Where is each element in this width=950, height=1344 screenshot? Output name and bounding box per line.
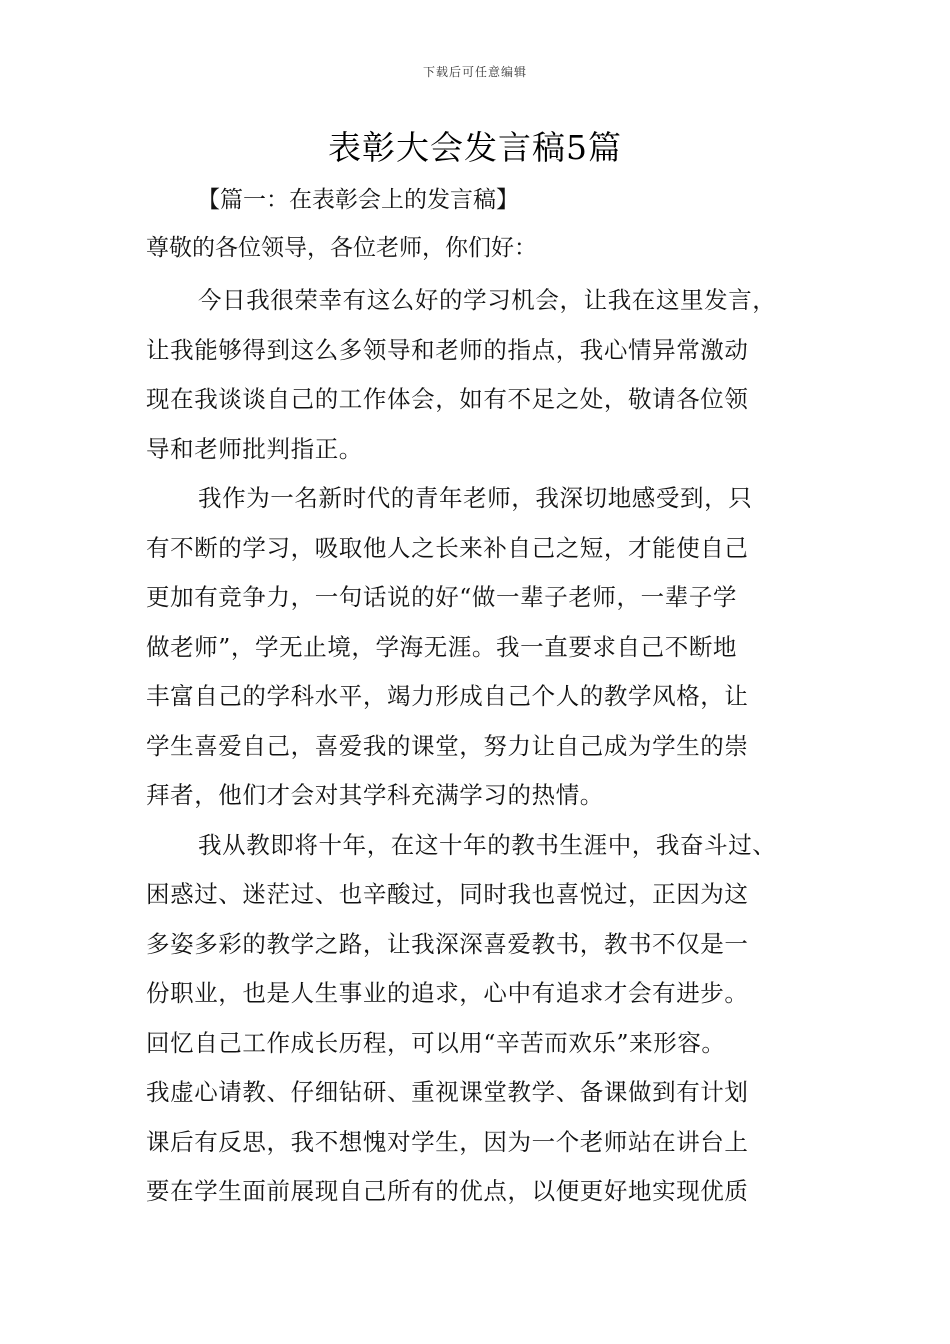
paragraph-line: 课后有反思，我不想愧对学生，因为一个老师站在讲台上: [146, 1127, 749, 1156]
paragraph-line: 我从教即将十年，在这十年的教书生涯中，我奋斗过、: [198, 830, 777, 859]
paragraph-line: 导和老师批判指正。: [146, 434, 363, 463]
paragraph-line: 有不断的学习，吸取他人之长来补自己之短，才能使自己: [146, 533, 749, 562]
paragraph-line: 现在我谈谈自己的工作体会，如有不足之处，敬请各位领: [146, 385, 749, 413]
paragraph-line: 学生喜爱自己，喜爱我的课堂，努力让自己成为学生的崇: [146, 731, 749, 760]
paragraph-line: 困惑过、迷茫过、也辛酸过，同时我也喜悦过，正因为这: [146, 880, 749, 908]
paragraph-line: 丰富自己的学科水平，竭力形成自己个人的教学风格，让: [146, 682, 749, 710]
paragraph-line: 让我能够得到这么多领导和老师的指点，我心情异常激动: [146, 335, 749, 364]
paragraph-line: 更加有竞争力，一句话说的好“做一辈子老师，一辈子学: [146, 583, 738, 611]
paragraph-line: 拜者，他们才会对其学科充满学习的热情。: [146, 781, 604, 809]
paragraph-line: 多姿多彩的教学之路，让我深深喜爱教书，教书不仅是一: [146, 929, 749, 958]
section-heading: 【篇一：在表彰会上的发言稿】: [197, 187, 519, 213]
document-title: 表彰大会发言稿5篇: [328, 128, 622, 167]
paragraph-line: 份职业，也是人生事业的追求，心中有追求才会有进步。: [146, 979, 749, 1007]
body-text: [146, 276, 826, 1217]
paragraph-line: 回忆自己工作成长历程，可以用“辛苦而欢乐”来形容。: [146, 1028, 726, 1057]
paragraph-line: 做老师”，学无止境，学海无涯。我一直要求自己不断地: [146, 632, 738, 661]
paragraph-line: 我虚心请教、仔细钻研、重视课堂教学、备课做到有计划: [146, 1078, 749, 1106]
paragraph-line: 要在学生面前展现自己所有的优点，以便更好地实现优质: [146, 1177, 749, 1205]
salutation: 尊敬的各位领导，各位老师，你们好：: [146, 235, 537, 261]
paragraph-line: 我作为一名新时代的青年老师，我深切地感受到，只: [198, 484, 753, 512]
paragraph-line: 今日我很荣幸有这么好的学习机会，让我在这里发言，: [198, 286, 777, 314]
header-note: 下载后可任意编辑: [422, 65, 527, 79]
